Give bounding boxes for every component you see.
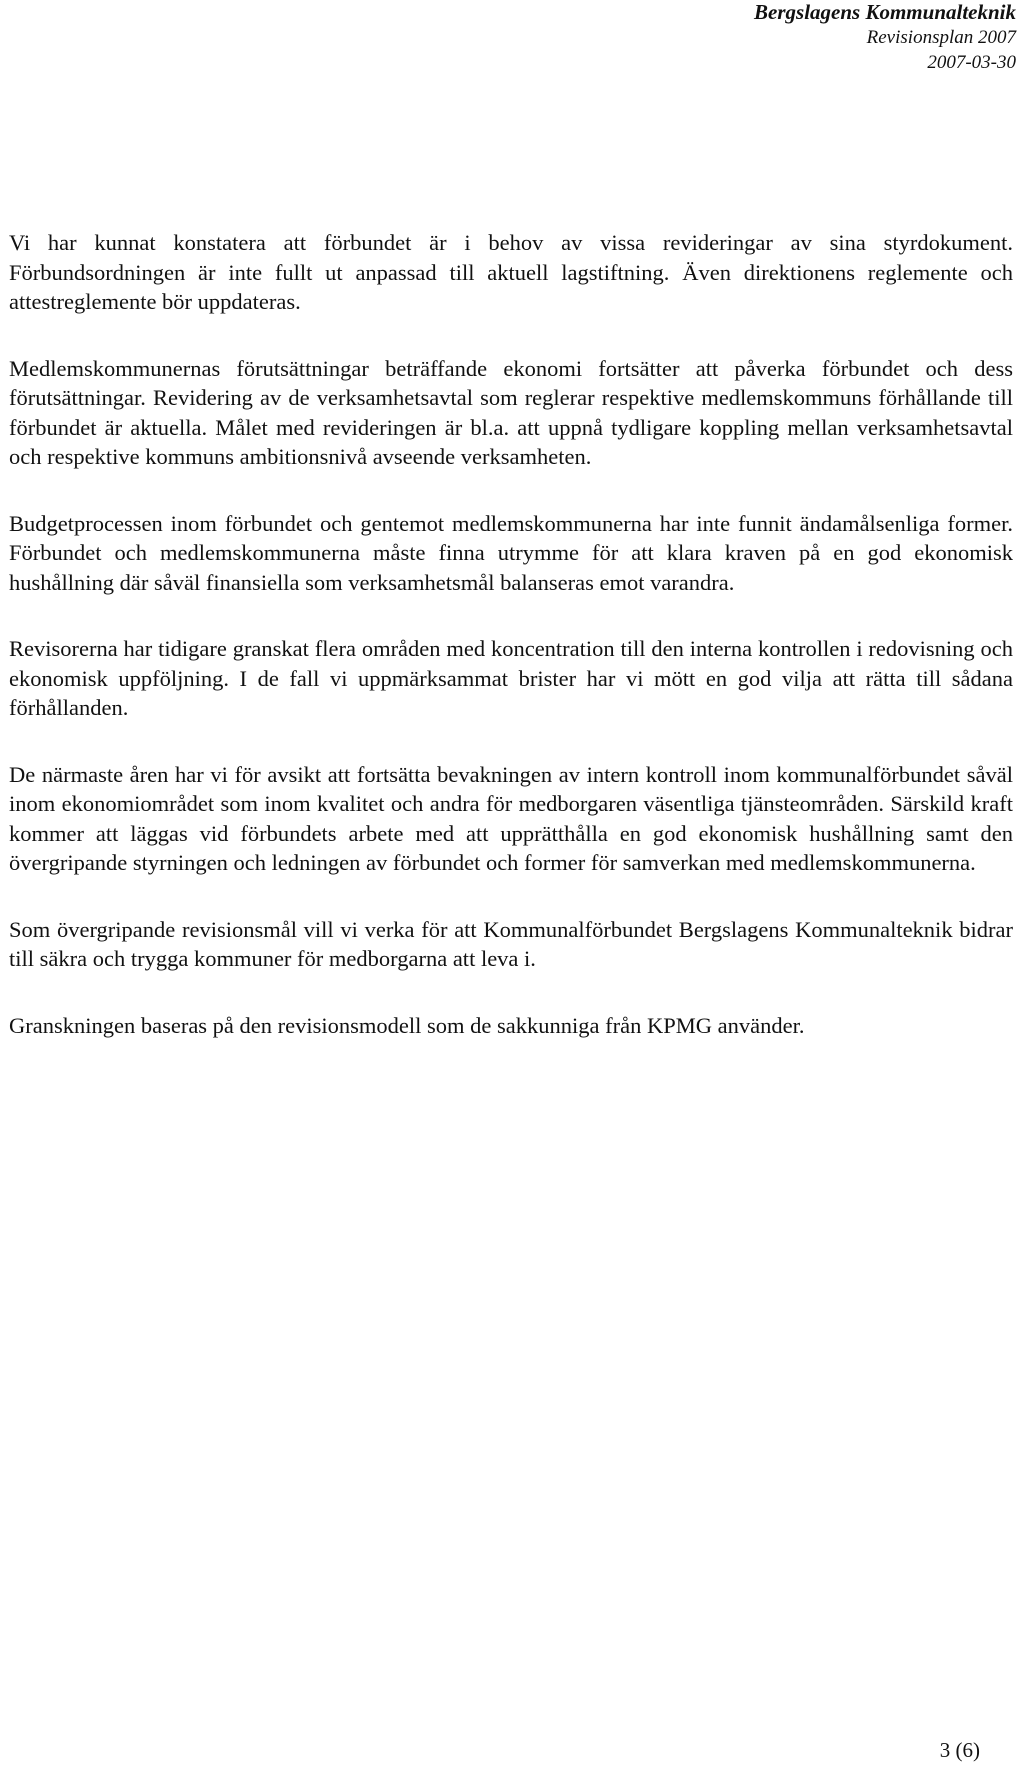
header-date: 2007-03-30 [927,52,1016,73]
paragraph-bevakning: De närmaste åren har vi för avsikt att fortsätta bevakningen av intern kontroll inom kommunalförbundet såväl inom ekonomiområdet som inom kvalitet och andra för medborgaren väsentliga tjänsteområden. Särskild kraft kommer att läggas vid förbundets arbete med att upprätthålla en god ekonomisk hushållning samt den övergripande styrningen och ledningen av förbundet och former för samverkan med medlemskommunerna. [9,761,1013,875]
paragraph-revisionsmal: Som övergripande revisionsmål vill vi verka för att Kommunalförbundet Bergslagens Kommunalteknik bidrar till säkra och trygga kommuner för medborgarna att leva i. [9,916,1013,971]
paragraph-budgetprocess: Budgetprocessen inom förbundet och gentemot medlemskommunerna har inte funnit ändamålsenliga former. Förbundet och medlemskommunerna måste finna utrymme för att klara kraven på en god ekonomisk hushållning där såväl finansiella som verksamhetsmål balanseras emot varandra. [9,510,1013,595]
page-number: 3 (6) [939,1738,980,1762]
body-text [9,228,1013,1077]
paragraph-styrdokument: Vi har kunnat konstatera att förbundet är i behov av vissa revideringar av sina styrdokument. Förbundsordningen är inte fullt ut anpassad till aktuell lagstiftning. Även direktionens reglemente och attestreglemente bör uppdateras. [9,230,1013,314]
paragraph-intern-kontroll: Revisorerna har tidigare granskat flera områden med koncentration till den interna kontrollen i redovisning och ekonomisk uppföljning. I de fall vi uppmärksammat brister har vi mött en god vilja att rätta till sådana förhållanden. [9,636,1013,720]
header-document-title: Revisionsplan 2007 [866,27,1016,48]
page-header [754,0,1016,75]
paragraph-medlemskommuner: Medlemskommunernas förutsättningar beträffande ekonomi fortsätter att påverka förbundet och dess förutsättningar. Revidering av de verksamhetsavtal som reglerar respektive medlemskommuns förhållande till förbundet är aktuella. Målet med revideringen är bl.a. att uppnå tydligare koppling mellan verksamhetsavtal och respektive kommuns ambitionsnivå avseende verksamheten. [9,355,1013,469]
paragraph-revisionsmodell: Granskningen baseras på den revisionsmodell som de sakkunniga från KPMG använder. [9,1012,805,1038]
header-organization: Bergslagens Kommunalteknik [754,0,1016,24]
